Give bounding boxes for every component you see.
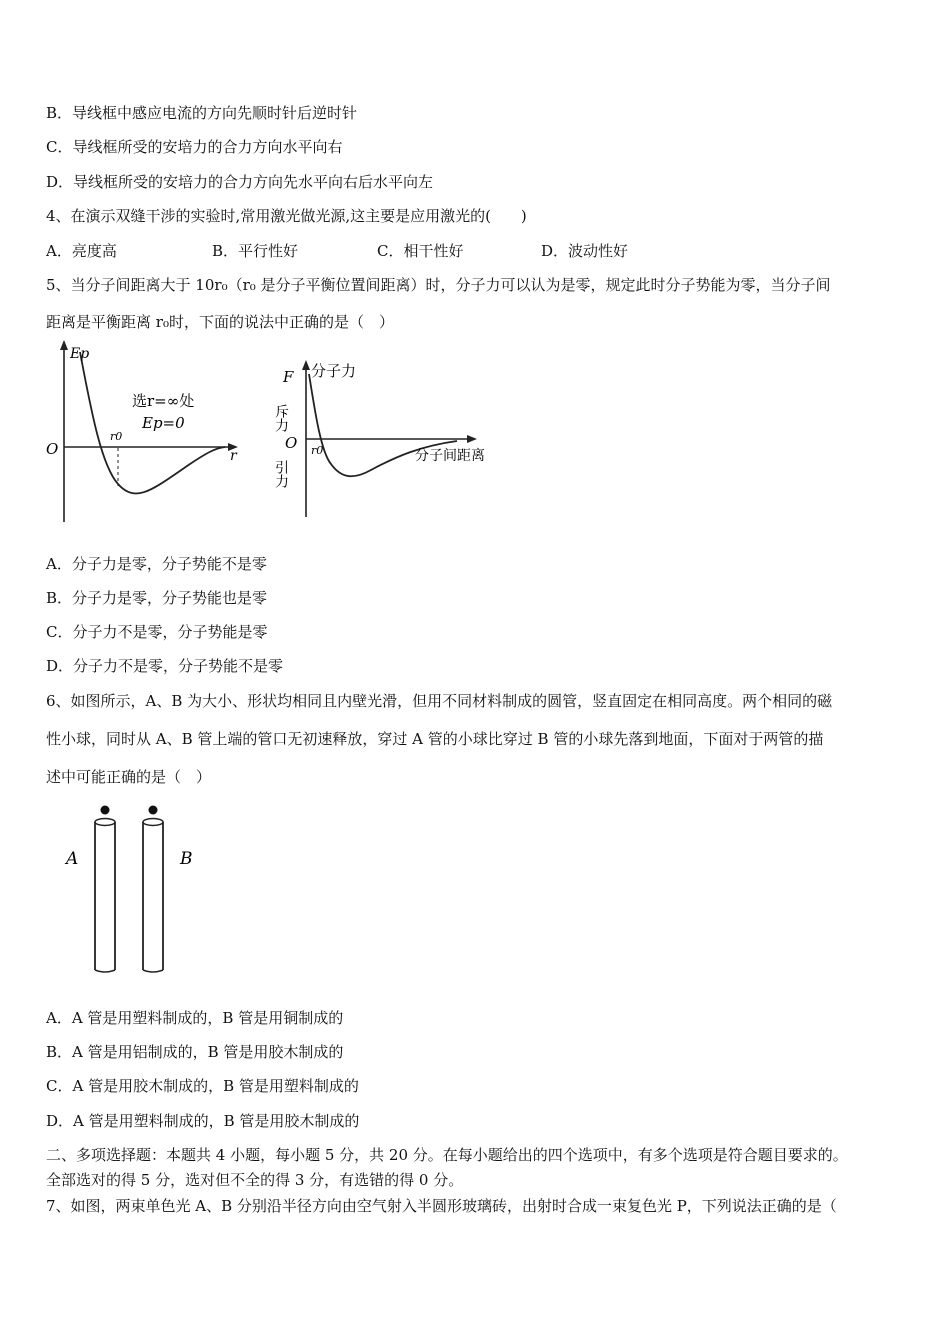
q4-option-c: C．相干性好 xyxy=(377,242,464,260)
q4-option-a: A．亮度高 xyxy=(46,242,117,260)
q3-option-c: C．导线框所受的安培力的合力方向水平向右 xyxy=(46,138,343,156)
q6-stem-line2: 性小球，同时从 A、B 管上端的管口无初速释放，穿过 A 管的小球比穿过 B 管的小球先落到地面，下面对于两管的描 xyxy=(46,730,824,748)
ep-axis-label: Ep xyxy=(70,346,90,362)
q5-option-d: D．分子力不是零，分子势能不是零 xyxy=(46,657,284,675)
q5-option-a: A．分子力是零，分子势能不是零 xyxy=(46,555,267,573)
graph2-r0-marker: r0 xyxy=(311,444,324,457)
tube-b-label: B xyxy=(180,849,193,869)
q6-option-b: B．A 管是用铝制成的，B 管是用胶木制成的 xyxy=(46,1043,344,1061)
q5-option-c: C．分子力不是零，分子势能是零 xyxy=(46,623,268,641)
section2-heading-line2: 全部选对的得 5 分，选对但不全的得 3 分，有选错的得 0 分。 xyxy=(46,1171,464,1189)
q6-stem-line1: 6、如图所示，A、B 为大小、形状均相同且内壁光滑，但用不同材料制成的圆管，竖直固定在相同高度。两个相同的磁 xyxy=(46,692,833,710)
tube-a xyxy=(95,819,115,973)
graph2-attraction-label: 引力 xyxy=(273,460,289,488)
q4-option-d: D．波动性好 xyxy=(541,242,629,260)
ball-a xyxy=(101,806,110,815)
graph2-title: 分子力 xyxy=(311,362,357,380)
r-axis-label: r xyxy=(230,448,237,464)
molecular-force-graph xyxy=(275,352,515,522)
graph2-repulsion-label: 斥力 xyxy=(273,404,289,432)
graph1-note-line1: 选r=∞处 xyxy=(132,392,195,410)
q5-option-b: B．分子力是零，分子势能也是零 xyxy=(46,589,268,607)
graph1-r0-marker: r0 xyxy=(110,430,123,443)
section2-heading-line1: 二、多项选择题：本题共 4 小题，每小题 5 分，共 20 分。在每小题给出的四个选项中，有多个选项是符合题目要求的。 xyxy=(46,1146,848,1164)
f-axis-label: F xyxy=(283,368,294,386)
q5-stem-line2: 距离是平衡距离 r₀时，下面的说法中正确的是（ ） xyxy=(46,313,394,331)
graph1-origin: O xyxy=(46,440,59,458)
q4-option-b: B．平行性好 xyxy=(212,242,299,260)
q3-option-d: D．导线框所受的安培力的合力方向先水平向右后水平向左 xyxy=(46,173,434,191)
q6-option-a: A．A 管是用塑料制成的，B 管是用铜制成的 xyxy=(46,1009,344,1027)
q6-option-c: C．A 管是用胶木制成的，B 管是用塑料制成的 xyxy=(46,1077,359,1095)
tubes-figure xyxy=(52,800,212,980)
q6-stem-line3: 述中可能正确的是（ ） xyxy=(46,768,212,786)
graph2-x-label: 分子间距离 xyxy=(415,448,485,464)
q4-stem: 4、在演示双缝干涉的实验时,常用激光做光源,这主要是应用激光的( ) xyxy=(46,207,527,225)
tube-b xyxy=(143,819,163,973)
q5-stem-line1: 5、当分子间距离大于 10r₀（r₀ 是分子平衡位置间距离）时，分子力可以认为是零，规定此时分子势能为零，当分子间 xyxy=(46,276,831,294)
potential-energy-graph xyxy=(40,336,240,526)
q6-option-d: D．A 管是用塑料制成的，B 管是用胶木制成的 xyxy=(46,1112,360,1130)
ball-b xyxy=(149,806,158,815)
q3-option-b: B．导线框中感应电流的方向先顺时针后逆时针 xyxy=(46,104,358,122)
q7-stem: 7、如图，两束单色光 A、B 分别沿半径方向由空气射入半圆形玻璃砖，出射时合成一束复色光 P，下列说法正确的是（ xyxy=(46,1197,837,1215)
tube-a-label: A xyxy=(66,849,79,869)
graph1-note-line2: Ep=0 xyxy=(142,414,185,432)
graph2-origin: O xyxy=(285,434,298,452)
